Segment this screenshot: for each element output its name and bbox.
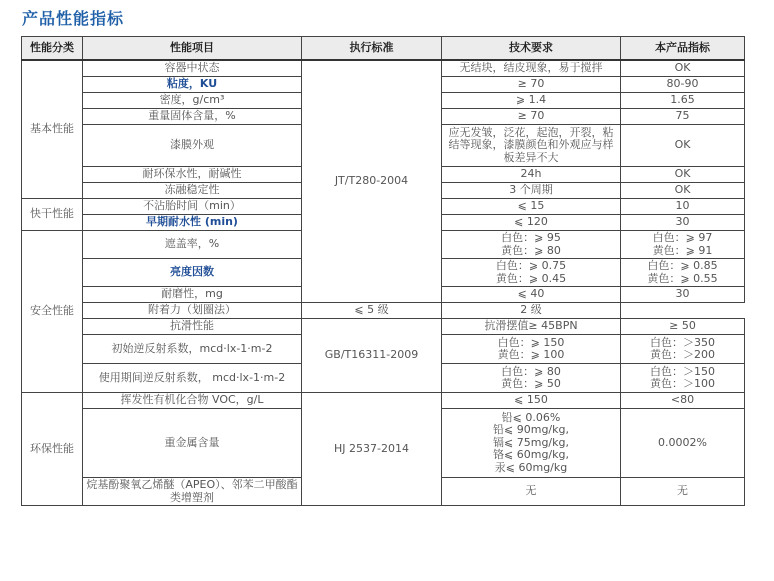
table-row [22, 319, 745, 335]
performance-table [21, 36, 745, 506]
requirement-cell [442, 364, 621, 393]
item-cell: 附着力（划圈法） [83, 303, 302, 319]
val-line: 黄色：＞200 [650, 348, 715, 361]
requirement-cell: ⩽ 120 [442, 215, 621, 231]
val-line: 黄色：⩾ 91 [652, 243, 713, 257]
item-cell: 重金属含量 [83, 409, 302, 478]
val-line: 白色：＞150 [650, 364, 715, 378]
requirement-cell: 24h [442, 167, 621, 183]
requirement-cell: 应无发皱，泛花，起泡，开裂，粘结等现象，漆膜颜色和外观应与样板差异不大 [442, 125, 621, 167]
value-cell [621, 259, 745, 287]
category-fast: 快干性能 [22, 199, 83, 231]
value-cell: 30 [621, 287, 745, 303]
item-cell: 抗滑性能 [83, 319, 302, 335]
requirement-cell: ⩽ 40 [442, 287, 621, 303]
req-line: 汞⩽ 60mg/kg [494, 460, 568, 474]
item-cell: 冻融稳定性 [83, 183, 302, 199]
req-line: 黄色：⩾ 80 [501, 243, 561, 257]
requirement-cell: 无结块，结皮现象，易于搅拌 [442, 60, 621, 77]
value-cell: 80-90 [621, 77, 745, 93]
requirement-cell: ⩽ 15 [442, 199, 621, 215]
value-cell [621, 364, 745, 393]
requirement-cell [442, 231, 621, 259]
req-line: 白色：⩾ 150 [497, 335, 565, 349]
requirement-cell [442, 335, 621, 364]
req-line: 白色：⩾ 0.75 [495, 259, 567, 272]
value-cell: <80 [621, 393, 745, 409]
header-item: 性能项目 [83, 37, 302, 61]
item-cell: 粘度，KU [83, 77, 302, 93]
item-cell: 重量固体含量，% [83, 109, 302, 125]
value-cell: OK [621, 183, 745, 199]
header-standard: 执行标准 [302, 37, 442, 61]
value-cell [621, 335, 745, 364]
item-cell: 遮盖率，% [83, 231, 302, 259]
requirement-cell: 抗滑摆值≥ 45BPN [442, 319, 621, 335]
val-line: 黄色：＞100 [650, 377, 715, 390]
category-basic: 基本性能 [22, 60, 83, 199]
requirement-cell: 无 [442, 478, 621, 506]
req-line: 铬⩽ 60mg/kg, [493, 448, 569, 462]
value-cell: 10 [621, 199, 745, 215]
requirement-cell: ⩽ 5 级 [302, 303, 442, 319]
item-cell: 烷基酚聚氧乙烯醚（APEO）、邻苯二甲酸酯类增塑剂 [83, 478, 302, 506]
requirement-cell: ⩽ 150 [442, 393, 621, 409]
requirement-cell [442, 409, 621, 478]
requirement-cell: ≥ 70 [442, 109, 621, 125]
value-cell: ≥ 50 [621, 319, 745, 335]
page-title: 产品性能指标 [22, 9, 125, 28]
item-cell: 早期耐水性 (min) [83, 215, 302, 231]
item-cell: 容器中状态 [83, 60, 302, 77]
val-line: 白色：＞350 [650, 335, 715, 349]
table-header-row [22, 37, 745, 61]
value-cell [621, 231, 745, 259]
item-cell: 挥发性有机化合物 VOC，g/L [83, 393, 302, 409]
header-requirement: 技术要求 [442, 37, 621, 61]
item-cell: 使用期间逆反射系数， mcd·lx-1·m-2 [83, 364, 302, 393]
req-line: 黄色：⩾ 50 [501, 377, 561, 390]
req-line: 黄色：⩾ 0.45 [495, 271, 567, 285]
val-line: 白色：⩾ 97 [652, 231, 713, 244]
value-cell: 0.0002% [621, 409, 745, 478]
item-cell: 漆膜外观 [83, 125, 302, 167]
value-cell: 2 级 [442, 303, 621, 319]
standard-jt: JT/T280-2004 [302, 60, 442, 303]
category-safety: 安全性能 [22, 231, 83, 393]
category-env: 环保性能 [22, 393, 83, 506]
header-product-value: 本产品指标 [621, 37, 745, 61]
value-cell: 30 [621, 215, 745, 231]
req-line: 镉⩽ 75mg/kg, [493, 435, 569, 449]
item-cell: 耐环保水性，耐碱性 [83, 167, 302, 183]
val-line: 黄色：⩾ 0.55 [647, 271, 718, 285]
value-cell: 1.65 [621, 93, 745, 109]
req-line: 黄色：⩾ 100 [497, 348, 565, 361]
requirement-cell: ≥ 70 [442, 77, 621, 93]
table-row [22, 393, 745, 409]
table-row [22, 60, 745, 77]
val-line: 白色：⩾ 0.85 [647, 259, 718, 272]
value-cell: OK [621, 167, 745, 183]
item-cell: 亮度因数 [83, 259, 302, 287]
requirement-cell: ⩾ 1.4 [442, 93, 621, 109]
req-line: 铅⩽ 90mg/kg, [493, 423, 569, 437]
item-cell: 不沾胎时间（min） [83, 199, 302, 215]
requirement-cell [442, 259, 621, 287]
item-cell: 初始逆反射系数，mcd·lx-1·m-2 [83, 335, 302, 364]
standard-hj: HJ 2537-2014 [302, 393, 442, 506]
req-line: 白色：⩾ 95 [501, 231, 561, 244]
value-cell: 无 [621, 478, 745, 506]
standard-gb: GB/T16311-2009 [302, 319, 442, 393]
value-cell: OK [621, 60, 745, 77]
table-row [22, 303, 745, 319]
value-cell: 75 [621, 109, 745, 125]
item-cell: 密度，g/cm³ [83, 93, 302, 109]
requirement-cell: 3 个周期 [442, 183, 621, 199]
value-cell: OK [621, 125, 745, 167]
req-line: 白色：⩾ 80 [501, 364, 561, 378]
req-line: 铅⩽ 0.06% [501, 410, 561, 424]
header-category: 性能分类 [22, 37, 83, 61]
item-cell: 耐磨性，mg [83, 287, 302, 303]
